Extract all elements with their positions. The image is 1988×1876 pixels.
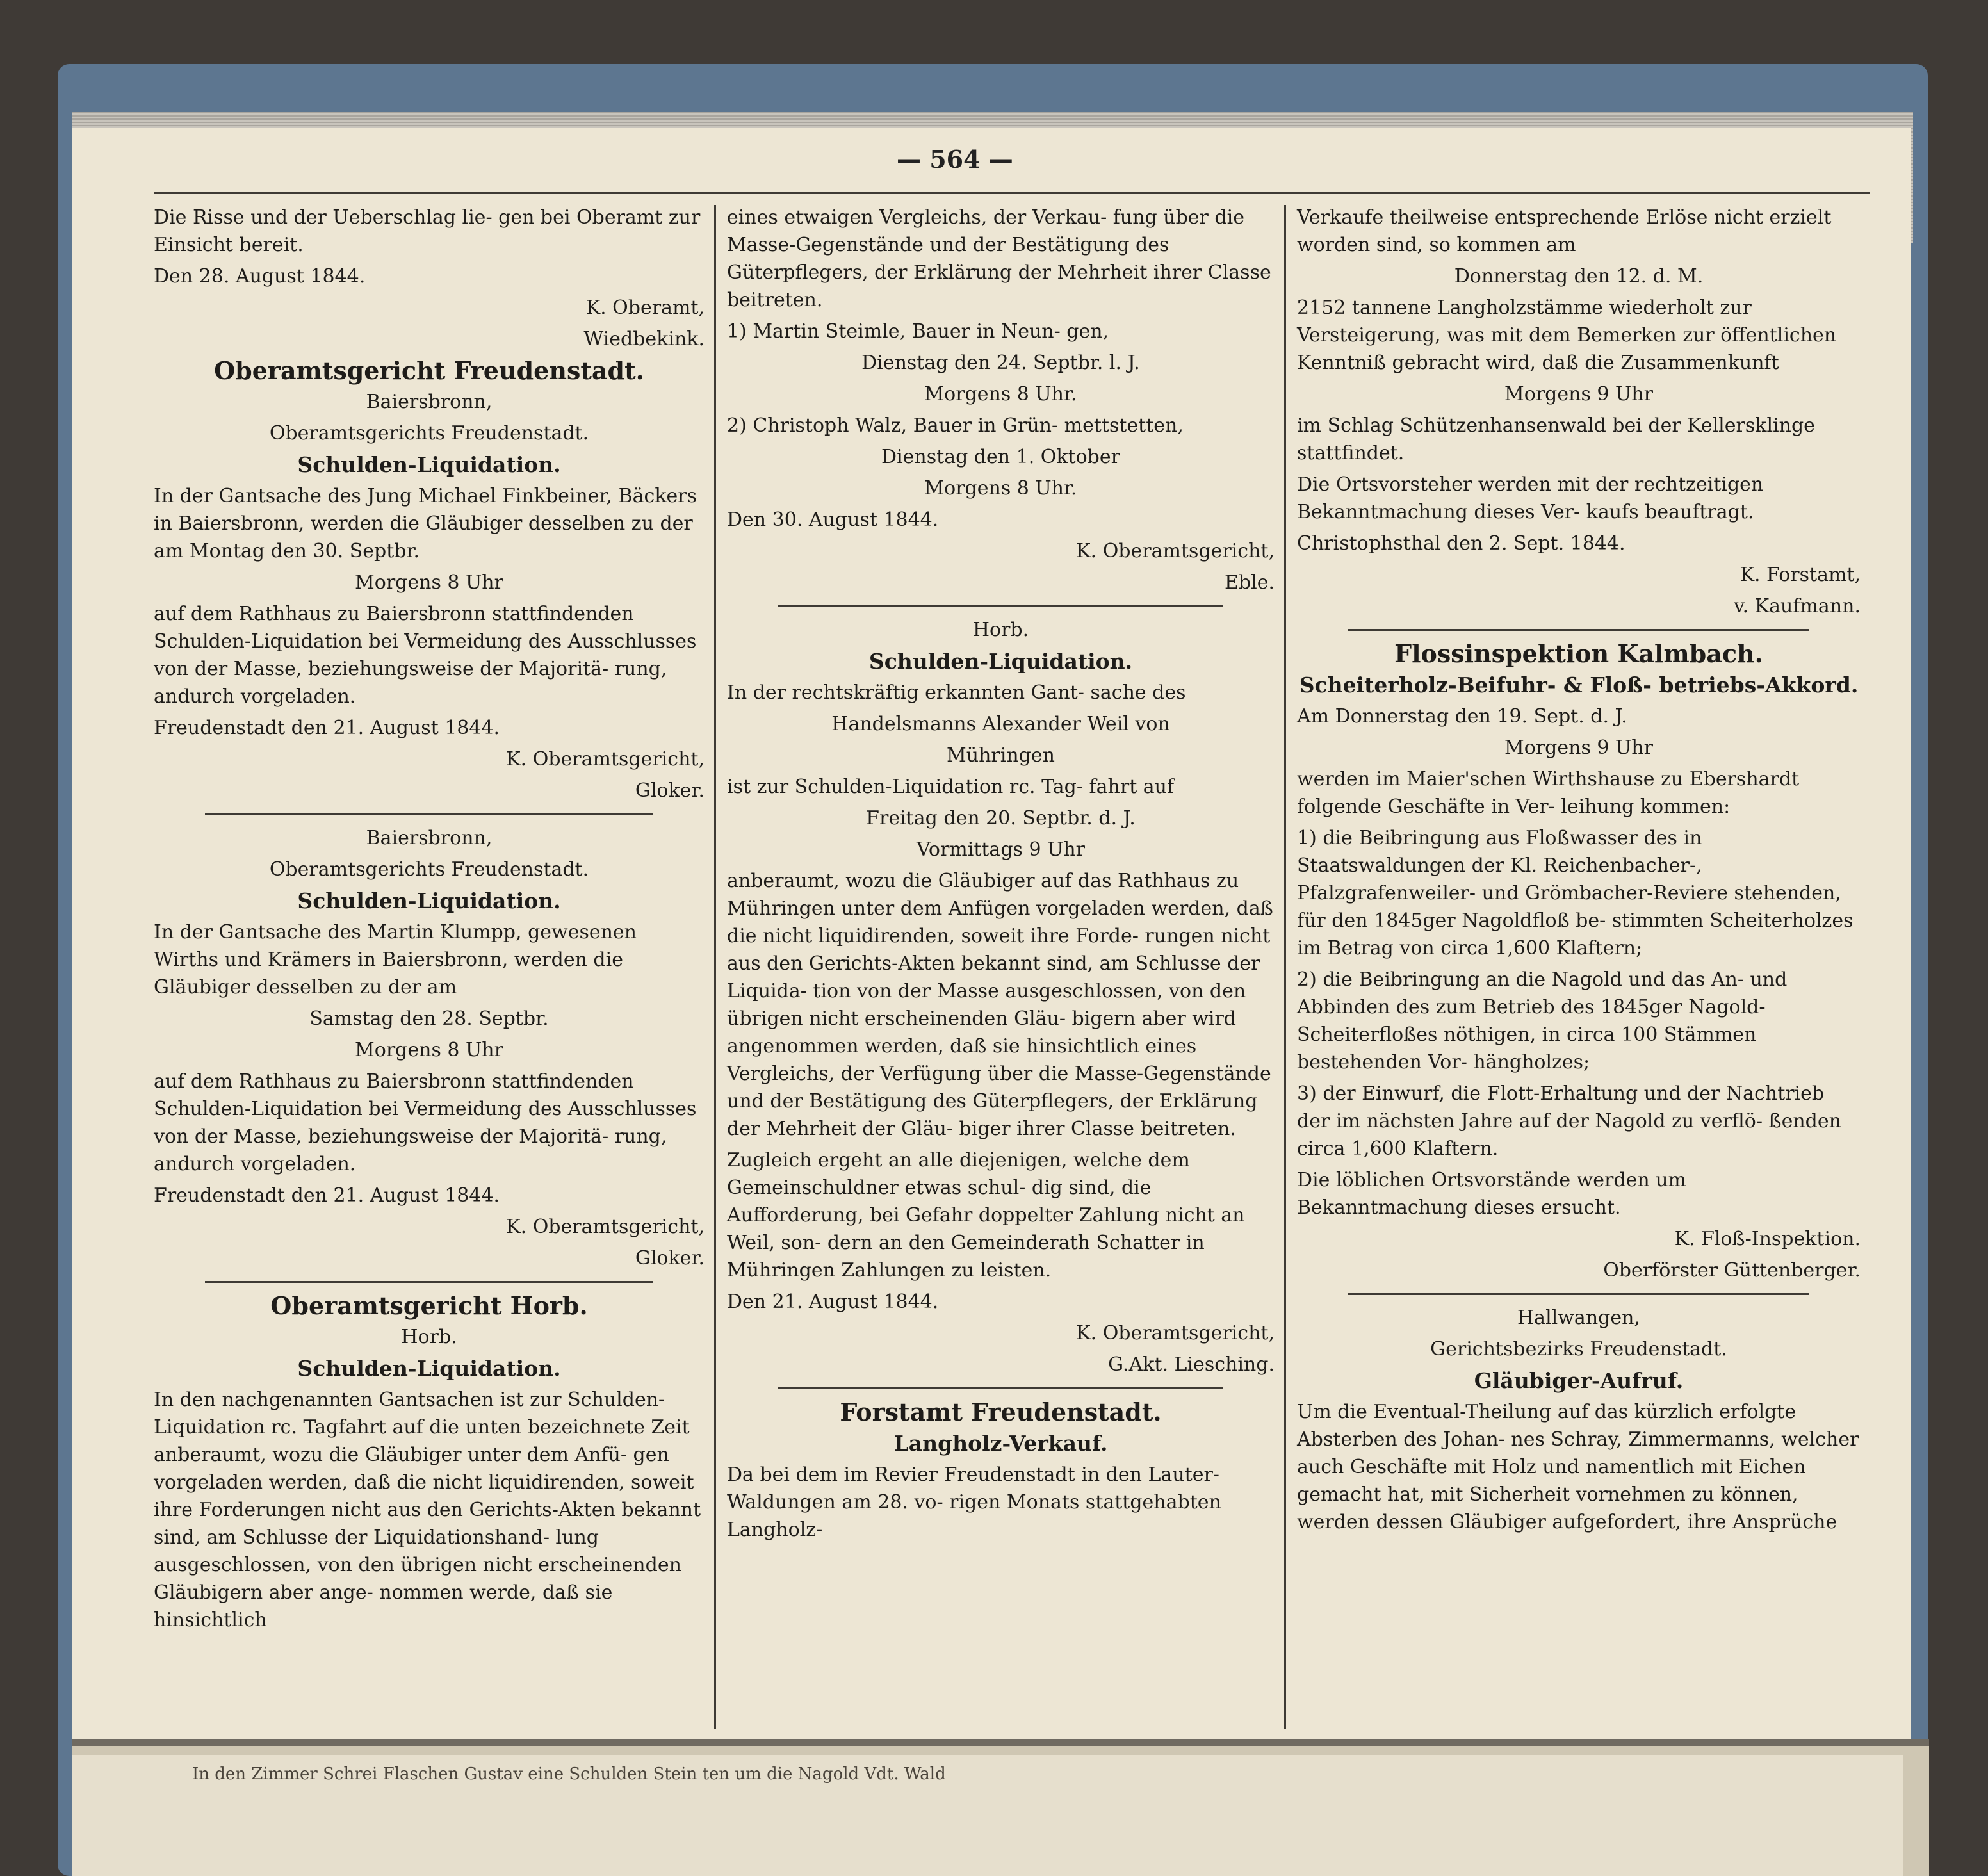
signature-line: Eble. xyxy=(1225,571,1275,594)
section-rule xyxy=(778,605,1223,607)
signature-line: K. Oberamtsgericht, xyxy=(506,1216,705,1238)
column-divider-1 xyxy=(714,205,716,1729)
centered-line: Baiersbronn, xyxy=(366,827,493,849)
notice-title: Schulden-Liquidation. xyxy=(297,452,561,477)
paragraph: In den nachgenannten Gantsachen ist zur Schulden-Liquidation rc. Tagfahrt auf die unten bezeichnete Zeit anberaumt, wozu die Gläubiger unter dem Anfü- gen vorgeladen werden, daß die nicht liquidirenden, soweit ihre Forderungen nicht aus den Gerichts-Akten bekannt sind, am Schlusse der Liquidationshand- lung ausgeschlossen, von den übrigen nicht erscheinenden Gläubigern aber ange- nommen werde, daß sie hinsichtlich xyxy=(154,1389,701,1631)
page-number: — 564 — xyxy=(897,145,1013,174)
paragraph: Den 30. August 1844. xyxy=(727,509,939,531)
centered-line: Dienstag den 24. Septbr. l. J. xyxy=(861,352,1140,374)
paragraph: 1) die Beibringung aus Floßwasser des in Staatswaldungen der Kl. Reichenbacher-, Pfalzgrafenweiler- und Grömbacher-Reviere stehenden, für den 1845ger Nagoldfloß be- stimmten Scheiterholzes im Betrag von circa 1,600 Klaftern; xyxy=(1297,827,1854,959)
paragraph: anberaumt, wozu die Gläubiger auf das Rathhaus zu Mühringen unter dem Anfügen vorgeladen werden, daß die nicht liquidirenden, soweit ihre Forde- rungen nicht aus den Gerichts-Akten bekannt sind, am Schlusse der Liquida- tion von der Masse ausgeschlossen, von den übrigen nicht erscheinenden Gläu- bigern aber wird angenommen werden, daß sie hinsichtlich eines Vergleichs, der Verfügung über die Masse-Gegenstände und der Bestätigung des Güterpflegers, der Erklärung der Mehrheit der Gläu- biger ihrer Classe beitreten. xyxy=(727,870,1273,1140)
signature-line: Gloker. xyxy=(635,1247,705,1269)
centered-line: Morgens 8 Uhr xyxy=(355,571,503,594)
header-rule xyxy=(154,192,1870,194)
signature-line: K. Oberamtsgericht, xyxy=(1076,1322,1275,1344)
paragraph: ist zur Schulden-Liquidation rc. Tag- fahrt auf xyxy=(727,776,1175,798)
section-heading: Flossinspektion Kalmbach. xyxy=(1394,639,1763,668)
signature-line: K. Oberamt, xyxy=(585,297,705,319)
paragraph: In der rechtskräftig erkannten Gant- sache des xyxy=(727,681,1186,704)
centered-line: Baiersbronn, xyxy=(366,391,493,413)
paragraph: Christophsthal den 2. Sept. 1844. xyxy=(1297,532,1625,555)
centered-line: Gerichtsbezirks Freudenstadt. xyxy=(1430,1338,1727,1360)
paragraph: 2152 tannene Langholzstämme wiederholt zur Versteigerung, was mit dem Bemerken zur öffentlichen Kenntniß gebracht wird, daß die Zusammenkunft xyxy=(1297,297,1837,374)
centered-line: Dienstag den 1. Oktober xyxy=(881,446,1120,468)
column-right xyxy=(1297,204,1861,1540)
paragraph: Freudenstadt den 21. August 1844. xyxy=(154,717,500,739)
signature-line: K. Forstamt, xyxy=(1739,564,1861,586)
section-rule xyxy=(778,1387,1223,1389)
centered-line: Mühringen xyxy=(947,744,1055,767)
notice-title: Schulden-Liquidation. xyxy=(297,1356,561,1381)
section-rule xyxy=(205,1281,653,1283)
centered-line: Morgens 8 Uhr. xyxy=(924,383,1077,405)
next-page-snippet: In den Zimmer Schrei Flaschen Gustav eine Schulden Stein ten um die Nagold Vdt. Wald xyxy=(192,1765,946,1784)
paragraph: Den 21. August 1844. xyxy=(727,1291,939,1313)
paragraph: 2) die Beibringung an die Nagold und das An- und Abbinden des zum Betrieb des 1845ger Nagold- Scheiterfloßes nöthigen, in circa 100 Stämmen bestehenden Vor- hängholzes; xyxy=(1297,968,1788,1073)
notice-title: Langholz-Verkauf. xyxy=(893,1431,1108,1456)
section-rule xyxy=(1348,1293,1809,1295)
paragraph: 1) Martin Steimle, Bauer in Neun- gen, xyxy=(727,320,1109,343)
centered-line: Oberamtsgerichts Freudenstadt. xyxy=(269,858,589,881)
column-left xyxy=(154,204,705,1638)
centered-line: Hallwangen, xyxy=(1517,1307,1640,1329)
paragraph: eines etwaigen Vergleichs, der Verkau- fung über die Masse-Gegenstände und der Bestätigung des Güterpflegers, der Erklärung der Mehrheit ihrer Classe beitreten. xyxy=(727,206,1271,311)
centered-line: Vormittags 9 Uhr xyxy=(916,838,1086,861)
centered-line: Morgens 8 Uhr xyxy=(355,1039,503,1061)
section-rule xyxy=(205,813,653,815)
paragraph: auf dem Rathhaus zu Baiersbronn stattfindenden Schulden-Liquidation bei Vermeidung des Ausschlusses von der Masse, beziehungsweise der Majoritä- rung, andurch vorgeladen. xyxy=(154,603,697,708)
centered-line: Samstag den 28. Septbr. xyxy=(309,1007,549,1030)
signature-line: Gloker. xyxy=(635,779,705,802)
signature-line: K. Oberamtsgericht, xyxy=(506,748,705,771)
centered-line: Morgens 8 Uhr. xyxy=(924,477,1077,500)
paragraph: In der Gantsache des Jung Michael Finkbeiner, Bäckers in Baiersbronn, werden die Gläubiger desselben zu der am Montag den 30. Septbr. xyxy=(154,485,697,562)
centered-line: Horb. xyxy=(972,619,1029,641)
signature-line: v. Kaufmann. xyxy=(1734,595,1861,617)
paragraph: Um die Eventual-Theilung auf das kürzlich erfolgte Absterben des Johan- nes Schray, Zimmermanns, welcher auch Geschäfte mit Holz und namentlich mit Eichen gemacht hat, mit Sicherheit vornehmen zu können, werden dessen Gläubiger aufgefordert, ihre Ansprüche xyxy=(1297,1401,1859,1533)
section-heading: Forstamt Freudenstadt. xyxy=(840,1398,1162,1426)
centered-line: Donnerstag den 12. d. M. xyxy=(1454,265,1704,288)
paragraph: Zugleich ergeht an alle diejenigen, welche dem Gemeinschuldner etwas schul- dig sind, die Aufforderung, bei Gefahr doppelter Zahlung nicht an Weil, son- dern an den Gemeinderath Schatter in Mühringen Zahlungen zu leisten. xyxy=(727,1149,1245,1282)
notice-title: Schulden-Liquidation. xyxy=(297,888,561,913)
column-middle xyxy=(727,204,1275,1547)
paragraph: Am Donnerstag den 19. Sept. d. J. xyxy=(1297,705,1627,728)
notice-title: Gläubiger-Aufruf. xyxy=(1474,1368,1684,1393)
centered-line: Freitag den 20. Septbr. d. J. xyxy=(866,807,1136,829)
centered-line: Handelsmanns Alexander Weil von xyxy=(831,713,1170,735)
section-rule xyxy=(1348,629,1809,631)
paragraph: Den 28. August 1844. xyxy=(154,265,366,288)
paragraph: 2) Christoph Walz, Bauer in Grün- mettstetten, xyxy=(727,414,1184,437)
paragraph: In der Gantsache des Martin Klumpp, gewesenen Wirths und Krämers in Baiersbronn, werden die Gläubiger desselben zu der am xyxy=(154,921,637,999)
paragraph: werden im Maier'schen Wirthshause zu Ebershardt folgende Geschäfte in Ver- leihung kommen: xyxy=(1297,768,1800,818)
signature-line: Wiedbekink. xyxy=(583,328,705,350)
paragraph: Da bei dem im Revier Freudenstadt in den Lauter-Waldungen am 28. vo- rigen Monats stattgehabten Langholz- xyxy=(727,1464,1221,1541)
signature-line: K. Floß-Inspektion. xyxy=(1674,1228,1861,1250)
signature-line: Oberförster Güttenberger. xyxy=(1603,1259,1861,1282)
paragraph: Die löblichen Ortsvorstände werden um Bekanntmachung dieses ersucht. xyxy=(1297,1169,1686,1219)
paragraph: auf dem Rathhaus zu Baiersbronn stattfindenden Schulden-Liquidation bei Vermeidung des Ausschlusses von der Masse, beziehungsweise der Majoritä- rung, andurch vorgeladen. xyxy=(154,1070,697,1175)
notice-title: Scheiterholz-Beifuhr- & Floß- betriebs-Akkord. xyxy=(1299,673,1859,697)
centered-line: Morgens 9 Uhr xyxy=(1504,383,1653,405)
paragraph: Verkaufe theilweise entsprechende Erlöse nicht erzielt worden sind, so kommen am xyxy=(1297,206,1832,256)
section-heading: Oberamtsgericht Horb. xyxy=(270,1291,588,1320)
centered-line: Oberamtsgerichts Freudenstadt. xyxy=(269,422,589,445)
section-heading: Oberamtsgericht Freudenstadt. xyxy=(214,356,644,385)
paragraph: Die Ortsvorsteher werden mit der rechtzeitigen Bekanntmachung dieses Ver- kaufs beauftragt. xyxy=(1297,473,1764,523)
signature-line: G.Akt. Liesching. xyxy=(1108,1353,1275,1376)
paragraph: im Schlag Schützenhansenwald bei der Kellersklinge stattfindet. xyxy=(1297,414,1815,464)
column-divider-2 xyxy=(1284,205,1286,1729)
paragraph: Freudenstadt den 21. August 1844. xyxy=(154,1184,500,1207)
centered-line: Morgens 9 Uhr xyxy=(1504,737,1653,759)
paragraph: Die Risse und der Ueberschlag lie- gen bei Oberamt zur Einsicht bereit. xyxy=(154,206,701,256)
centered-line: Horb. xyxy=(401,1326,457,1348)
paragraph: 3) der Einwurf, die Flott-Erhaltung und der Nachtrieb der im nächsten Jahre auf der Nagold zu verflö- ßenden circa 1,600 Klaftern. xyxy=(1297,1082,1841,1160)
signature-line: K. Oberamtsgericht, xyxy=(1076,540,1275,562)
notice-title: Schulden-Liquidation. xyxy=(868,649,1133,674)
